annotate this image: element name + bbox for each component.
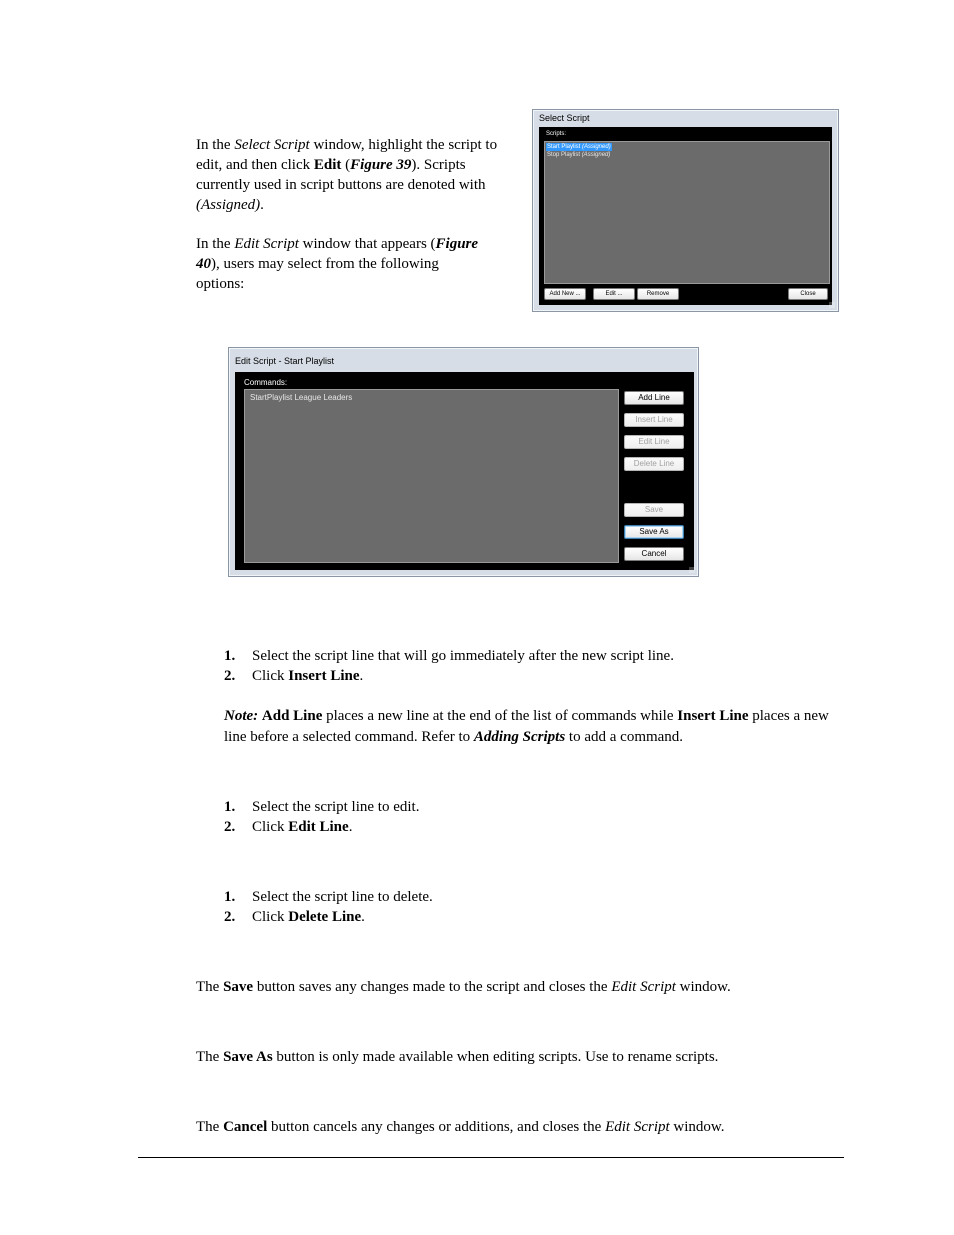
step-number: 1. (224, 889, 236, 905)
window-body (539, 127, 832, 305)
button-ref: Insert Line (677, 708, 749, 724)
step-number: 2. (224, 909, 236, 925)
text-run: The (196, 979, 224, 995)
step-text (252, 666, 363, 686)
delete-step-2 (224, 907, 824, 927)
resize-grip-icon[interactable] (829, 302, 835, 308)
list-item[interactable] (546, 143, 612, 151)
text-run: button cancels any changes or additions, and closes the (267, 1119, 606, 1135)
text-run: window, highlight the script to edit, and then click (196, 137, 498, 173)
text-run: In the (196, 236, 235, 252)
window-body (235, 372, 694, 570)
text-run: . (348, 819, 353, 835)
step-number: 2. (224, 819, 236, 835)
intro-paragraph-2 (196, 234, 486, 294)
figure-ref: Figure 40 (196, 236, 479, 272)
save-as-button[interactable]: Save As (624, 525, 684, 539)
intro-paragraph-1 (196, 135, 516, 215)
add-line-button[interactable]: Add Line (624, 391, 684, 405)
window-title: Select Script (539, 113, 590, 123)
text-run: ( (341, 157, 351, 173)
text-run: . (361, 909, 365, 925)
button-ref: Save As (223, 1049, 273, 1065)
button-ref: Edit Line (288, 819, 349, 835)
text-run: In the (196, 137, 235, 153)
text-run: window that appears ( (298, 236, 436, 252)
edit-button[interactable]: Edit ... (593, 288, 635, 300)
scripts-label: Scripts: (546, 131, 567, 137)
section-ref: Adding Scripts (473, 729, 566, 745)
add-new-button[interactable]: Add New ... (544, 288, 586, 300)
text-run: The (196, 1119, 224, 1135)
button-ref: Save (223, 979, 254, 995)
save-button[interactable]: Save (624, 503, 684, 517)
note-label: Note: (224, 708, 259, 724)
remove-button[interactable]: Remove (637, 288, 679, 300)
button-ref: Add Line (261, 708, 323, 724)
step-number: 1. (224, 799, 236, 815)
edit-step-2 (224, 817, 824, 837)
delete-line-button[interactable]: Delete Line (624, 457, 684, 471)
insert-step-2 (224, 666, 824, 686)
text-run: window. (675, 979, 731, 995)
cancel-paragraph (196, 1117, 844, 1137)
text-run: ). Scripts currently used in script buttons are denoted with (196, 157, 486, 193)
save-as-paragraph (196, 1047, 844, 1067)
edit-step-1 (224, 797, 824, 817)
window-name: Edit Script (611, 979, 676, 995)
note-paragraph (224, 706, 844, 748)
text-run: window. (669, 1119, 725, 1135)
list-item[interactable] (546, 151, 611, 159)
resize-grip-icon[interactable] (689, 567, 695, 573)
script-name: Stop Playlist (547, 152, 581, 158)
step-text: Select the script line that will go immediately after the new script line. (252, 648, 674, 664)
button-ref: Edit (313, 157, 342, 173)
list-item[interactable]: StartPlaylist League Leaders (250, 393, 353, 402)
delete-step-1 (224, 887, 824, 907)
text-run: button is only made available when editing scripts. Use to rename scripts. (272, 1049, 719, 1065)
select-script-window (532, 109, 839, 312)
figure-ref: Figure 39 (350, 157, 412, 173)
step-number: 2. (224, 668, 236, 684)
step-text (252, 817, 352, 837)
assigned-tag: (Assigned) (582, 144, 611, 150)
footer-divider (138, 1157, 844, 1158)
text-run: places a new line at the end of the list of commands while (322, 708, 678, 724)
scripts-listbox[interactable] (544, 141, 830, 284)
text-run: Click (252, 819, 289, 835)
text-run: The (196, 1049, 224, 1065)
window-name: Edit Script (234, 236, 299, 252)
close-button[interactable]: Close (788, 288, 828, 300)
button-ref: Cancel (223, 1119, 268, 1135)
assigned-tag: (Assigned) (581, 152, 611, 158)
insert-step-1 (224, 646, 824, 666)
text-run: Click (252, 668, 289, 684)
step-text (252, 907, 365, 927)
insert-line-button[interactable]: Insert Line (624, 413, 684, 427)
button-ref: Insert Line (288, 668, 360, 684)
window-name: Edit Script (605, 1119, 670, 1135)
commands-listbox[interactable] (244, 389, 619, 563)
step-number: 1. (224, 648, 236, 664)
step-text: Select the script line to edit. (252, 799, 420, 815)
step-text: Select the script line to delete. (252, 889, 433, 905)
text-run: . (359, 668, 364, 684)
text-run: to add a command. (565, 729, 684, 745)
assigned-term: (Assigned) (196, 197, 261, 213)
script-name: Start Playlist (547, 144, 581, 150)
edit-line-button[interactable]: Edit Line (624, 435, 684, 449)
cancel-button[interactable]: Cancel (624, 547, 684, 561)
commands-label: Commands: (244, 378, 288, 387)
text-run: button saves any changes made to the script and closes the (253, 979, 612, 995)
save-paragraph (196, 977, 844, 997)
text-run: Click (252, 909, 289, 925)
window-name: Select Script (234, 137, 310, 153)
button-ref: Delete Line (288, 909, 362, 925)
text-run: places a new line before a selected command. Refer to (224, 708, 829, 745)
text-run: . (260, 197, 264, 213)
edit-script-window (228, 347, 699, 577)
window-title: Edit Script - Start Playlist (235, 356, 335, 366)
text-run: ), users may select from the following options: (196, 256, 439, 292)
